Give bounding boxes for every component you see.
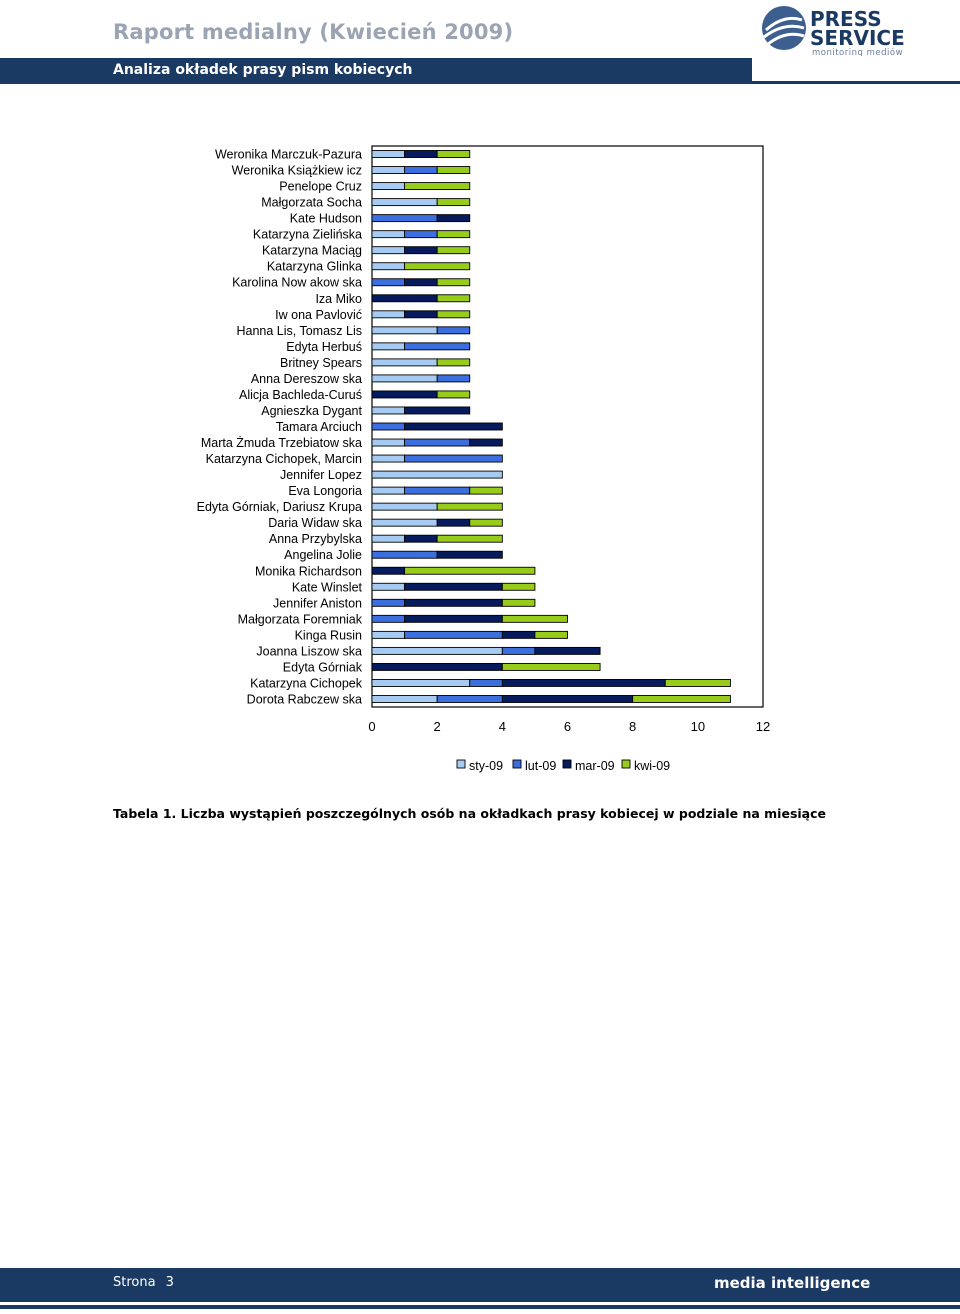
legend-label: sty-09: [469, 759, 504, 773]
bar-segment-lut-09: [372, 615, 405, 622]
bar-segment-mar-09: [437, 215, 470, 222]
category-label: Iw ona Pavlović: [275, 307, 362, 322]
bar-segment-sty-09: [372, 327, 437, 334]
bar-segment-sty-09: [372, 183, 405, 190]
bar-segment-lut-09: [405, 167, 438, 174]
bar-segment-lut-09: [405, 343, 470, 350]
legend-swatch: [457, 760, 465, 768]
category-label: Britney Spears: [280, 355, 362, 370]
bar-segment-mar-09: [405, 279, 438, 286]
category-label: Tamara Arciuch: [275, 420, 362, 434]
logo-text-press: PRESS: [810, 7, 882, 31]
bar-segment-kwi-09: [502, 615, 567, 622]
bar-segment-sty-09: [372, 679, 470, 686]
category-label: Edyta Górniak: [282, 660, 362, 675]
bar-segment-mar-09: [405, 615, 503, 622]
bar-segment-sty-09: [372, 439, 405, 446]
report-title: Raport medialny (Kwiecień 2009): [113, 20, 514, 44]
bar-segment-lut-09: [405, 231, 438, 238]
category-label: Jennifer Lopez: [279, 468, 362, 483]
page-indicator: [113, 1275, 184, 1290]
bar-segment-sty-09: [372, 343, 405, 350]
legend-label: kwi-09: [634, 759, 671, 773]
bar-segment-lut-09: [437, 327, 470, 334]
bar-segment-lut-09: [405, 439, 470, 446]
category-label: Małgorzata Foremniak: [237, 612, 362, 627]
bar-segment-sty-09: [372, 247, 405, 254]
bar-segment-mar-09: [405, 151, 438, 158]
bar-segment-kwi-09: [437, 535, 502, 542]
bar-segment-mar-09: [437, 551, 502, 558]
bar-segment-mar-09: [372, 567, 405, 574]
bar-segment-kwi-09: [405, 263, 470, 270]
category-label: Joanna Liszow ska: [256, 644, 362, 659]
bar-segment-kwi-09: [437, 247, 470, 254]
category-label: Iza Miko: [315, 291, 362, 306]
bar-segment-lut-09: [437, 695, 502, 702]
bar-segment-mar-09: [405, 423, 503, 430]
x-tick-label: 0: [368, 719, 376, 734]
bar-segment-sty-09: [372, 167, 405, 174]
legend-swatch: [563, 760, 571, 768]
bar-segment-kwi-09: [437, 391, 470, 398]
legend-label: mar-09: [575, 759, 615, 773]
bar-segment-mar-09: [437, 519, 470, 526]
legend-swatch: [622, 760, 630, 768]
bar-segment-kwi-09: [470, 519, 503, 526]
bar-segment-mar-09: [405, 247, 438, 254]
bar-segment-kwi-09: [437, 167, 470, 174]
bar-segment-kwi-09: [502, 663, 600, 670]
category-label: Kate Winslet: [291, 580, 362, 595]
bar-segment-kwi-09: [437, 199, 470, 206]
bar-segment-sty-09: [372, 471, 502, 478]
bar-segment-mar-09: [372, 663, 502, 670]
bar-segment-kwi-09: [437, 503, 502, 510]
category-label: Edyta Herbuś: [286, 339, 362, 354]
bar-segment-kwi-09: [470, 487, 503, 494]
bar-segment-sty-09: [372, 535, 405, 542]
bar-segment-kwi-09: [502, 599, 535, 606]
page-number: 3: [165, 1275, 174, 1290]
bar-segment-sty-09: [372, 199, 437, 206]
category-label: Jennifer Aniston: [273, 596, 362, 611]
category-label: Weronika Książkiew icz: [231, 163, 362, 178]
bar-segment-lut-09: [405, 631, 503, 638]
bar-segment-lut-09: [372, 551, 437, 558]
bar-segment-kwi-09: [437, 359, 470, 366]
bar-segment-sty-09: [372, 263, 405, 270]
bar-segment-lut-09: [372, 215, 437, 222]
bar-segment-kwi-09: [437, 295, 470, 302]
category-label: Eva Longoria: [288, 484, 362, 499]
bar-segment-mar-09: [470, 439, 503, 446]
bar-segment-sty-09: [372, 647, 502, 654]
bar-segment-mar-09: [372, 295, 437, 302]
x-tick-label: 12: [755, 719, 771, 734]
bar-segment-lut-09: [470, 679, 503, 686]
bar-segment-mar-09: [405, 583, 503, 590]
bar-segment-kwi-09: [437, 231, 470, 238]
bar-segment-kwi-09: [665, 679, 730, 686]
bar-segment-lut-09: [372, 279, 405, 286]
category-label: Katarzyna Zielińska: [252, 227, 362, 242]
report-subtitle: Analiza okładek prasy pism kobiecych: [113, 62, 413, 78]
category-label: Angelina Jolie: [284, 548, 362, 563]
bar-segment-sty-09: [372, 631, 405, 638]
category-label: Anna Dereszow ska: [250, 371, 362, 386]
bar-segment-sty-09: [372, 407, 405, 414]
logo-text-service: SERVICE: [810, 26, 905, 50]
bar-segment-lut-09: [502, 647, 535, 654]
page-label: Strona: [113, 1275, 156, 1290]
bar-segment-mar-09: [372, 391, 437, 398]
category-label: Katarzyna Glinka: [266, 259, 362, 274]
category-label: Edyta Górniak, Dariusz Krupa: [196, 500, 362, 515]
category-label: Katarzyna Cichopek: [250, 676, 362, 691]
bar-segment-sty-09: [372, 519, 437, 526]
bar-segment-sty-09: [372, 375, 437, 382]
table-caption: Tabela 1. Liczba wystąpień poszczególnych osób na okładkach prasy kobiecej w podziale na miesiące: [113, 806, 826, 821]
category-label: Monika Richardson: [255, 564, 362, 579]
category-label: Anna Przybylska: [268, 532, 362, 547]
bar-segment-lut-09: [372, 423, 405, 430]
bar-segment-lut-09: [372, 599, 405, 606]
bar-segment-sty-09: [372, 503, 437, 510]
bar-segment-kwi-09: [535, 631, 568, 638]
logo-tagline: monitoring mediów: [812, 48, 904, 56]
bar-segment-sty-09: [372, 487, 405, 494]
bar-segment-mar-09: [405, 311, 438, 318]
bar-segment-sty-09: [372, 583, 405, 590]
bar-segment-sty-09: [372, 311, 405, 318]
footer-tagline: media intelligence: [714, 1274, 871, 1292]
bar-segment-kwi-09: [437, 311, 470, 318]
bar-segment-mar-09: [405, 535, 438, 542]
bar-segment-kwi-09: [405, 567, 535, 574]
bar-segment-mar-09: [502, 679, 665, 686]
category-label: Marta Żmuda Trzebiatow ska: [200, 436, 362, 451]
bar-segment-lut-09: [405, 487, 470, 494]
bar-segment-mar-09: [405, 599, 503, 606]
bar-segment-kwi-09: [502, 583, 535, 590]
bar-segment-kwi-09: [437, 151, 470, 158]
footer-divider: [0, 1305, 960, 1309]
bar-segment-kwi-09: [437, 279, 470, 286]
bar-segment-sty-09: [372, 151, 405, 158]
x-tick-label: 8: [629, 719, 637, 734]
category-label: Kate Hudson: [289, 211, 362, 226]
x-tick-label: 10: [690, 719, 706, 734]
category-label: Dorota Rabczew ska: [246, 692, 362, 707]
bar-segment-lut-09: [405, 455, 503, 462]
bar-segment-mar-09: [502, 695, 632, 702]
category-label: Hanna Lis, Tomasz Lis: [236, 323, 362, 338]
bar-segment-mar-09: [405, 407, 470, 414]
bar-segment-sty-09: [372, 359, 437, 366]
x-tick-label: 6: [563, 719, 572, 734]
category-label: Weronika Marczuk-Pazura: [214, 147, 362, 162]
bar-segment-mar-09: [535, 647, 600, 654]
bar-segment-kwi-09: [633, 695, 731, 702]
category-label: Karolina Now akow ska: [232, 275, 362, 290]
bar-segment-kwi-09: [405, 183, 470, 190]
bar-segment-sty-09: [372, 695, 437, 702]
legend-label: lut-09: [525, 759, 557, 773]
bar-segment-lut-09: [437, 375, 470, 382]
category-label: Agnieszka Dygant: [261, 403, 362, 418]
category-label: Alicja Bachleda-Curuś: [239, 387, 362, 402]
category-label: Penelope Cruz: [279, 179, 362, 194]
x-tick-label: 4: [498, 719, 506, 734]
category-label: Kinga Rusin: [294, 628, 362, 643]
bar-segment-mar-09: [502, 631, 535, 638]
bar-segment-sty-09: [372, 455, 405, 462]
bar-segment-sty-09: [372, 231, 405, 238]
x-tick-label: 2: [433, 719, 441, 734]
category-label: Daria Widaw ska: [268, 516, 362, 531]
category-label: Katarzyna Cichopek, Marcin: [205, 452, 362, 467]
category-label: Katarzyna Maciąg: [261, 243, 362, 258]
category-label: Małgorzata Socha: [261, 195, 362, 210]
legend-swatch: [513, 760, 521, 768]
